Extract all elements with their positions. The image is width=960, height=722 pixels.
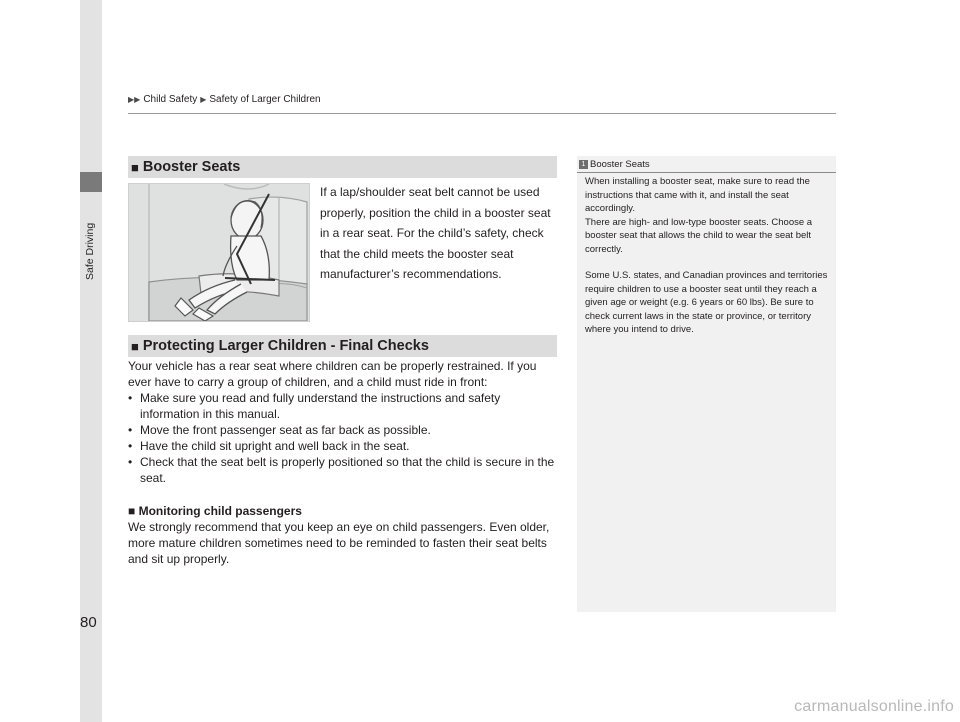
breadcrumb-item-child-safety[interactable]: Child Safety	[143, 94, 198, 105]
section-header-final-checks	[128, 335, 557, 357]
side-note-panel	[577, 156, 836, 612]
square-bullet-icon: ■	[128, 504, 136, 518]
breadcrumb-arrow-icon: ▶▶	[128, 95, 141, 104]
square-bullet-icon: ■	[131, 338, 139, 354]
note-marker-icon: 1	[579, 160, 588, 169]
side-note-header	[577, 156, 836, 173]
subsection-title: Monitoring child passengers	[138, 504, 302, 518]
section-title: Booster Seats	[142, 159, 241, 175]
section-title: Protecting Larger Children - Final Checks	[142, 338, 429, 354]
side-tab-label: Safe Driving	[84, 222, 96, 280]
breadcrumb-arrow-icon: ▶	[200, 95, 207, 104]
header-divider	[128, 113, 836, 114]
bullet-item: • Move the front passenger seat as far back as possible.	[128, 422, 558, 438]
subsection-heading-monitoring	[128, 503, 558, 519]
side-tab-marker	[80, 172, 102, 192]
bullet-item: • Make sure you read and fully understand the instructions and safety information in this manual.	[128, 390, 558, 422]
side-note-paragraph: When installing a booster seat, make sure to read the instructions that came with it, and install the seat accordingly. There are high- and low-type booster seats. Choose a booster seat that allows the child to wear the seat belt correctly.	[585, 176, 813, 255]
watermark: carmanualsonline.info	[794, 698, 954, 715]
section-header-booster-seats	[128, 156, 557, 178]
booster-seat-illustration	[128, 183, 310, 322]
bullet-item: • Have the child sit upright and well back in the seat.	[128, 438, 558, 454]
square-bullet-icon: ■	[131, 159, 139, 175]
breadcrumb	[128, 94, 321, 105]
bullet-item: • Check that the seat belt is properly positioned so that the child is secure in the seat.	[128, 454, 558, 486]
page-number: 80	[80, 614, 97, 631]
final-checks-intro: Your vehicle has a rear seat where children can be properly restrained. If you ever have to carry a group of children, and a child must ride in front:	[128, 359, 537, 389]
final-checks-body	[128, 358, 558, 567]
booster-seat-description: If a lap/shoulder seat belt cannot be used properly, position the child in a booster seat in a rear seat. For the child’s safety, check that the child meets the booster seat manufacturer’s recommendations.	[320, 185, 551, 281]
breadcrumb-item-current: Safety of Larger Children	[209, 94, 321, 105]
side-note-body	[585, 175, 833, 337]
side-note-title: Booster Seats	[590, 158, 650, 170]
side-note-paragraph: Some U.S. states, and Canadian provinces and territories require children to use a booster seat until they reach a given age or weight (e.g. 6 years or 60 lbs). Be sure to check current laws in the state or province, or territory where you intend to drive.	[585, 270, 828, 335]
child-in-booster-seat-image	[129, 184, 309, 321]
monitoring-text: We strongly recommend that you keep an eye on child passengers. Even older, more mature children sometimes need to be reminded to fasten their seat belts and sit up properly.	[128, 520, 550, 566]
side-tab-strip	[80, 0, 102, 172]
